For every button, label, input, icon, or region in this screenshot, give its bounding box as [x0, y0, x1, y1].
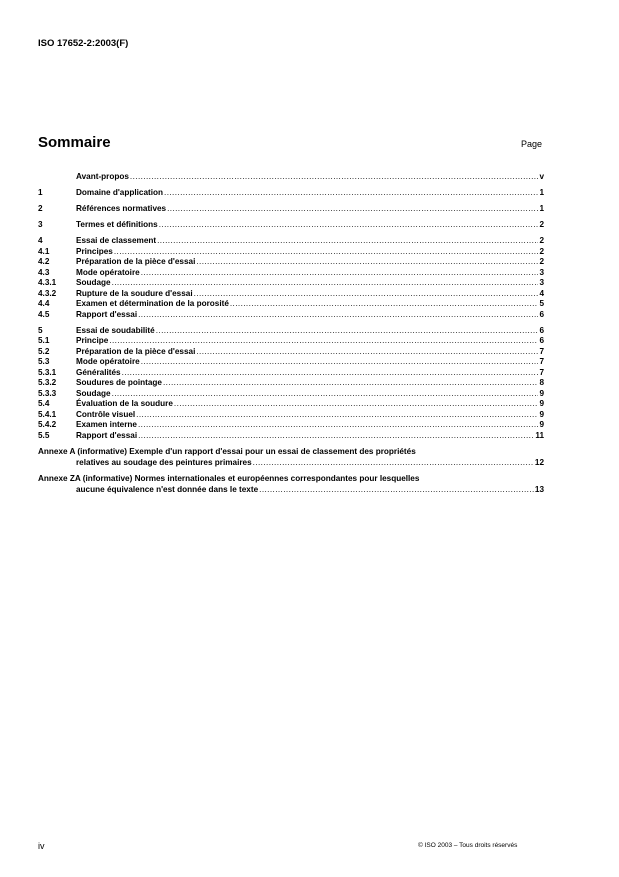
toc-entry[interactable] — [38, 410, 544, 421]
footer-copyright: © ISO 2003 – Tous droits réservés — [418, 842, 518, 849]
toc-entry-page: 9 — [539, 409, 544, 419]
toc-entry[interactable] — [38, 268, 544, 279]
toc-entry-title: Références normatives — [76, 204, 167, 213]
toc-leader-dots — [122, 368, 539, 379]
toc-entry-title: Évaluation de la soudure — [76, 399, 173, 408]
toc-entry-page: 9 — [539, 399, 544, 408]
toc-entry-page: 6 — [539, 336, 544, 345]
toc-entry-page: 11 — [535, 430, 544, 440]
toc-entry-number: 3 — [38, 220, 43, 229]
toc-annex-page: 13 — [534, 484, 544, 494]
toc-entry-number: 4.3 — [38, 267, 50, 277]
toc-entry-number: 4.2 — [38, 257, 50, 266]
toc-entry[interactable] — [38, 420, 544, 431]
toc-annex-page: 12 — [534, 457, 544, 467]
toc-entry-number: 4.3.2 — [38, 288, 57, 298]
toc-annex-continuation — [38, 458, 544, 469]
toc-entry-page: v — [539, 172, 544, 181]
toc-entry-title: Examen interne — [76, 420, 137, 429]
toc-entry-number: 5.4 — [38, 399, 50, 408]
toc-entry-title: Contrôle visuel — [76, 409, 136, 419]
toc-entry[interactable] — [38, 347, 544, 358]
toc-leader-dots — [159, 220, 539, 231]
toc-entry-number: 5.3.3 — [38, 388, 57, 398]
toc-leader-dots — [109, 336, 538, 347]
toc-entry-title: Principe — [76, 336, 109, 345]
toc-entry-title: Soudures de pointage — [76, 378, 162, 387]
page-column-label: Page — [521, 139, 543, 149]
toc-annex-entry[interactable] — [38, 447, 544, 468]
toc-entry-title: Soudage — [76, 388, 111, 398]
toc-leader-dots — [156, 326, 539, 337]
toc-entry-title: Rupture de la soudure d'essai — [76, 288, 193, 298]
toc-entry[interactable] — [38, 378, 544, 389]
toc-entry-title: Mode opératoire — [76, 267, 140, 277]
toc-entry-page: 7 — [539, 346, 544, 356]
toc-entry-page: 7 — [539, 357, 544, 366]
toc-leader-dots — [196, 257, 538, 268]
toc-leader-dots — [253, 458, 534, 469]
toc-leader-dots — [136, 410, 538, 421]
toc-leader-dots — [138, 420, 538, 431]
table-of-contents — [38, 172, 544, 495]
toc-entry-title: Préparation de la pièce d'essai — [76, 346, 196, 356]
toc-leader-dots — [141, 357, 539, 368]
toc-leader-dots — [112, 278, 539, 289]
toc-leader-dots — [141, 268, 539, 279]
toc-entry-title: Principes — [76, 246, 113, 256]
toc-entry-title: Soudage — [76, 278, 111, 287]
toc-entry-number: 2 — [38, 204, 43, 213]
toc-entry[interactable] — [38, 220, 544, 231]
toc-annex-subtitle: aucune équivalence n'est donnée dans le texte — [76, 484, 259, 494]
toc-entry[interactable] — [38, 247, 544, 258]
toc-leader-dots — [112, 389, 539, 400]
toc-entry[interactable] — [38, 336, 544, 347]
toc-entry[interactable] — [38, 326, 544, 337]
toc-entry-number: 5.4.2 — [38, 420, 57, 429]
toc-entry-title: Rapport d'essai — [76, 430, 138, 440]
toc-entry-number: 5.3.1 — [38, 367, 57, 377]
toc-entry-title: Rapport d'essai — [76, 309, 138, 319]
toc-entry[interactable] — [38, 389, 544, 400]
toc-entry-number: 5.5 — [38, 430, 50, 440]
toc-entry-page: 2 — [539, 257, 544, 266]
toc-entry-title: Généralités — [76, 367, 121, 377]
toc-leader-dots — [138, 310, 538, 321]
toc-entry[interactable] — [38, 236, 544, 247]
toc-entry-number: 4.1 — [38, 246, 50, 256]
toc-entry-title: Domaine d'application — [76, 188, 164, 197]
toc-annex-entry[interactable] — [38, 474, 544, 495]
toc-entry[interactable] — [38, 399, 544, 410]
toc-annex-title: Annexe A (informative) Exemple d'un rapport d'essai pour un essai de classement des propriétés — [38, 447, 416, 456]
toc-entry-page: 9 — [539, 388, 544, 398]
toc-entry-number: 5.3 — [38, 357, 50, 366]
toc-annex-title: Annexe ZA (informative) Normes internationales et européennes correspondantes pour lesquelles — [38, 474, 420, 483]
toc-title: Sommaire — [38, 134, 111, 151]
toc-entry-title: Termes et définitions — [76, 220, 158, 229]
toc-entry[interactable] — [38, 257, 544, 268]
toc-annex-subtitle: relatives au soudage des peintures primaires — [76, 457, 252, 467]
toc-entry-title: Essai de soudabilité — [76, 325, 155, 335]
toc-leader-dots — [163, 378, 538, 389]
toc-entry-number: 5.1 — [38, 336, 50, 345]
toc-entry-number: 5.2 — [38, 346, 50, 356]
toc-leader-dots — [157, 236, 538, 247]
toc-leader-dots — [138, 431, 534, 442]
toc-entry[interactable] — [38, 431, 544, 442]
footer-page-number: iv — [38, 841, 45, 851]
toc-entry[interactable] — [38, 368, 544, 379]
toc-leader-dots — [259, 485, 534, 496]
toc-entry-number: 4.5 — [38, 309, 50, 319]
toc-entry-page: 3 — [539, 278, 544, 287]
toc-entry-page: 6 — [539, 309, 544, 319]
toc-entry-page: 2 — [539, 236, 544, 245]
toc-leader-dots — [167, 204, 538, 215]
toc-entry-number: 4.4 — [38, 299, 50, 308]
toc-entry[interactable] — [38, 278, 544, 289]
toc-entry-page: 7 — [539, 367, 544, 377]
toc-entry-title: Essai de classement — [76, 236, 157, 245]
toc-entries — [38, 172, 544, 441]
toc-entry[interactable] — [38, 204, 544, 215]
toc-entry-page: 8 — [539, 378, 544, 387]
toc-entry-title: Mode opératoire — [76, 357, 140, 366]
toc-entry[interactable] — [38, 357, 544, 368]
toc-leader-dots — [230, 299, 539, 310]
toc-entry-title: Préparation de la pièce d'essai — [76, 257, 196, 266]
toc-annexes — [38, 447, 544, 495]
toc-entry-number: 4.3.1 — [38, 278, 57, 287]
toc-entry-page: 1 — [539, 188, 544, 197]
toc-entry[interactable] — [38, 172, 544, 183]
toc-entry-number: 4 — [38, 236, 43, 245]
toc-entry-number: 5.3.2 — [38, 378, 57, 387]
toc-leader-dots — [194, 289, 539, 300]
toc-entry[interactable] — [38, 299, 544, 310]
toc-annex-continuation — [38, 485, 544, 496]
toc-leader-dots — [174, 399, 539, 410]
toc-entry-page: 5 — [539, 299, 544, 308]
toc-entry[interactable] — [38, 310, 544, 321]
toc-entry-title: Avant-propos — [76, 172, 129, 181]
toc-leader-dots — [114, 247, 539, 258]
toc-leader-dots — [164, 188, 538, 199]
toc-entry-page: 6 — [539, 325, 544, 335]
toc-leader-dots — [196, 347, 538, 358]
toc-entry-page: 2 — [539, 220, 544, 229]
toc-entry-page: 1 — [539, 204, 544, 213]
toc-entry[interactable] — [38, 188, 544, 199]
toc-leader-dots — [130, 172, 539, 183]
toc-entry-number: 1 — [38, 188, 43, 197]
toc-entry-page: 9 — [539, 420, 544, 429]
toc-entry-page: 2 — [539, 246, 544, 256]
toc-entry-page: 3 — [539, 267, 544, 277]
toc-entry-number: 5.4.1 — [38, 409, 57, 419]
toc-entry-page: 4 — [539, 288, 544, 298]
toc-entry[interactable] — [38, 289, 544, 300]
document-id: ISO 17652-2:2003(F) — [38, 38, 129, 49]
toc-entry-title: Examen et détermination de la porosité — [76, 299, 229, 308]
toc-entry-number: 5 — [38, 325, 43, 335]
